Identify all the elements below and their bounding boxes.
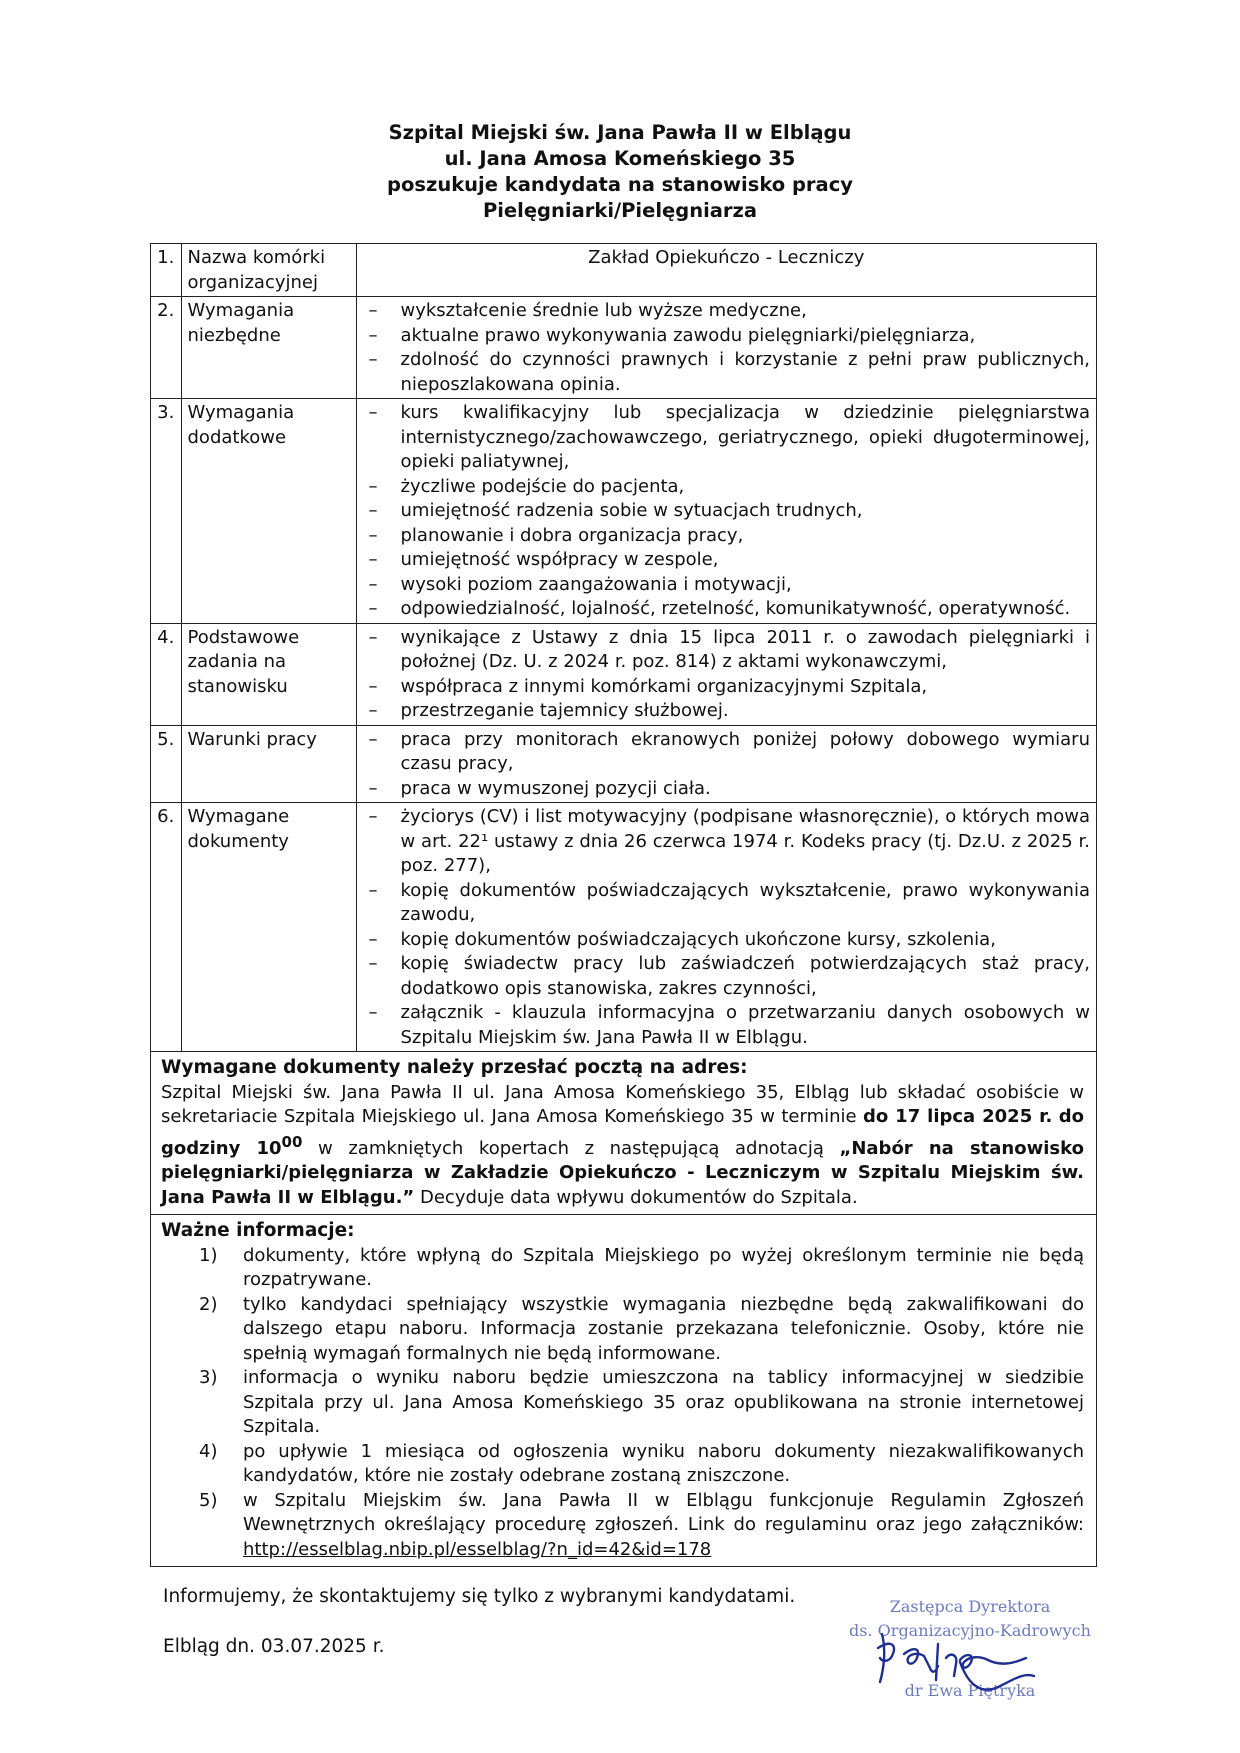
row-category: Warunki pracy bbox=[181, 725, 356, 803]
row-number: 2. bbox=[151, 297, 181, 399]
row-number: 6. bbox=[151, 803, 181, 1052]
envelope-annotation: „Nabór na stanowisko pielęgniarki/pielęgniarza w Zakładzie Opiekuńczo - Leczniczym w Szpitalu Miejskim św. Jana Pawła II w Elblągu.” bbox=[161, 1137, 1084, 1208]
list-item: – kopię świadectw pracy lub zaświadczeń potwierdzających staż pracy, dodatkowo opis stanowiska, zakres czynności, bbox=[363, 952, 1091, 1001]
list-item: – odpowiedzialność, lojalność, rzetelność, komunikatywność, operatywność. bbox=[363, 597, 1091, 622]
list-item: – współpraca z innymi komórkami organizacyjnymi Szpitala, bbox=[363, 675, 1091, 700]
signature-stamp bbox=[820, 1592, 1120, 1712]
mailing-text bbox=[161, 1081, 1084, 1211]
list-item: – wynikające z Ustawy z dnia 15 lipca 2011 r. o zawodach pielęgniarki i położnej (Dz. U. z 2024 r. poz. 814) z aktami wykonawczymi, bbox=[363, 626, 1091, 675]
mailing-text-middle: w zamkniętych kopertach z następującą adnotacją bbox=[318, 1137, 824, 1159]
row-value bbox=[356, 725, 1096, 803]
date-place: Elbląg dn. 03.07.2025 r. bbox=[163, 1636, 385, 1657]
row-category: Wymagania dodatkowe bbox=[181, 399, 356, 624]
deadline-hour-prefix: do godziny 10 bbox=[161, 1106, 1084, 1159]
list-item bbox=[161, 1293, 1084, 1367]
list-item: – umiejętność radzenia sobie w sytuacjach trudnych, bbox=[363, 499, 1091, 524]
institution-address: ul. Jana Amosa Komeńskiego 35 bbox=[444, 147, 796, 170]
stamp-line-3: dr Ewa Piętryka bbox=[904, 1681, 1036, 1700]
requirement-list bbox=[363, 728, 1091, 802]
requirements-table bbox=[151, 244, 1096, 1052]
stamp-line-2: ds. Organizacyjno-Kadrowych bbox=[849, 1621, 1091, 1640]
list-item: – praca w wymuszonej pozycji ciała. bbox=[363, 777, 1091, 802]
table-row bbox=[151, 244, 1096, 297]
list-marker: 2) bbox=[199, 1293, 218, 1315]
stamp-line-1: Zastępca Dyrektora bbox=[889, 1597, 1051, 1616]
row-value bbox=[356, 297, 1096, 399]
position-title: Pielęgniarki/Pielęgniarza bbox=[482, 199, 758, 222]
posting-intro: poszukuje kandydata na stanowisko pracy bbox=[387, 173, 853, 196]
info-list bbox=[161, 1244, 1084, 1563]
list-marker: 3) bbox=[199, 1367, 218, 1388]
row-category: Nazwa komórki organizacyjnej bbox=[181, 244, 356, 297]
mailing-text-after: Decyduje data wpływu dokumentów do Szpitala. bbox=[419, 1186, 858, 1208]
requirement-list bbox=[363, 805, 1091, 1050]
row-number: 1. bbox=[151, 244, 181, 297]
list-item bbox=[161, 1489, 1084, 1563]
row-value bbox=[356, 399, 1096, 624]
list-item bbox=[161, 1244, 1084, 1293]
info-text: informacja o wyniku naboru będzie umieszczona na tablicy informacyjnej w siedzibie Szpitala przy ul. Jana Amosa Komeńskiego 35 oraz opublikowana na stronie internetowej Szpitala. bbox=[243, 1367, 1084, 1437]
list-item: – życiorys (CV) i list motywacyjny (podpisane własnoręcznie), o których mowa w art. 22¹ ustawy z dnia 26 czerwca 1974 r. Kodeks pracy (tj. Dz.U. z 2025 r. poz. 277), bbox=[363, 805, 1091, 879]
table-row bbox=[151, 725, 1096, 803]
table-row bbox=[151, 399, 1096, 624]
list-item: – wykształcenie średnie lub wyższe medyczne, bbox=[363, 299, 1091, 324]
info-text: tylko kandydaci spełniający wszystkie wymagania niezbędne będą zakwalifikowani do dalszego etapu naboru. Informacja zostanie przekazana telefonicznie. Osoby, które nie spełnią wymagań formalnych nie będą informowane. bbox=[243, 1293, 1084, 1364]
row-value bbox=[356, 803, 1096, 1052]
requirement-list bbox=[363, 626, 1091, 724]
requirement-list bbox=[363, 299, 1091, 397]
list-item bbox=[161, 1440, 1084, 1489]
institution-name: Szpital Miejski św. Jana Pawła II w Elblągu bbox=[388, 121, 852, 144]
mailing-text-before: Szpital Miejski św. Jana Pawła II ul. Jana Amosa Komeńskiego 35, Elbląg lub składać osobiście w sekretariacie Szpitala Miejskiego ul. Jana Amosa Komeńskiego 35 w terminie bbox=[161, 1081, 1084, 1127]
info-text: po upływie 1 miesiąca od ogłoszenia wyniku naboru dokumenty niezakwalifikowanych kandydatów, które nie zostały odebrane zostaną zniszczone. bbox=[243, 1440, 1084, 1486]
list-item: – załącznik - klauzula informacyjna o przetwarzaniu danych osobowych w Szpitalu Miejskim św. Jana Pawła II w Elblągu. bbox=[363, 1001, 1091, 1050]
list-item: – zdolność do czynności prawnych i korzystanie z pełni praw publicznych, nieposzlakowana opinia. bbox=[363, 348, 1091, 397]
closing-note: Informujemy, że skontaktujemy się tylko z wybranymi kandydatami. bbox=[163, 1586, 796, 1607]
deadline-date: do 17 lipca 2025 r. bbox=[862, 1106, 1053, 1127]
mailing-title: Wymagane dokumenty należy przesłać pocztą na adres: bbox=[161, 1057, 748, 1078]
important-info bbox=[151, 1215, 1096, 1566]
info-text: dokumenty, które wpłyną do Szpitala Miejskiego po wyżej określonym terminie nie będą rozpatrywane. bbox=[243, 1244, 1084, 1290]
list-item: – kopię dokumentów poświadczających ukończone kursy, szkolenia, bbox=[363, 928, 1091, 953]
info-title: Ważne informacje: bbox=[161, 1220, 355, 1241]
row-value bbox=[356, 623, 1096, 725]
requirement-list bbox=[363, 401, 1091, 622]
posting-frame bbox=[150, 243, 1097, 1567]
list-item: – życzliwe podejście do pacjenta, bbox=[363, 475, 1091, 500]
row-number: 5. bbox=[151, 725, 181, 803]
list-item: – aktualne prawo wykonywania zawodu pielęgniarki/pielęgniarza, bbox=[363, 324, 1091, 349]
list-item: – kopię dokumentów poświadczających wykształcenie, prawo wykonywania zawodu, bbox=[363, 879, 1091, 928]
row-category: Wymagane dokumenty bbox=[181, 803, 356, 1052]
list-marker: 5) bbox=[199, 1489, 218, 1511]
table-row bbox=[151, 623, 1096, 725]
info-text: w Szpitalu Miejskim św. Jana Pawła II w Elblągu funkcjonuje Regulamin Zgłoszeń Wewnętrznych określający procedurę zgłoszeń. Link do regulaminu oraz jego załączników: bbox=[243, 1489, 1084, 1535]
list-item: – praca przy monitorach ekranowych poniżej połowy dobowego wymiaru czasu pracy, bbox=[363, 728, 1091, 777]
row-value: Zakład Opiekuńczo - Leczniczy bbox=[356, 244, 1096, 297]
list-item: – wysoki poziom zaangażowania i motywacji, bbox=[363, 573, 1091, 598]
table-row bbox=[151, 803, 1096, 1052]
list-item bbox=[161, 1366, 1084, 1440]
row-number: 4. bbox=[151, 623, 181, 725]
posting-header bbox=[0, 120, 1240, 224]
deadline-hour-minutes: 00 bbox=[281, 1132, 303, 1151]
list-item: – kurs kwalifikacyjny lub specjalizacja w dziedzinie pielęgniarstwa internistycznego/zachowawczego, geriatrycznego, opieki długoterminowej, opieki paliatywnej, bbox=[363, 401, 1091, 475]
row-category: Podstawowe zadania na stanowisku bbox=[181, 623, 356, 725]
table-row bbox=[151, 297, 1096, 399]
list-item: – umiejętność współpracy w zespole, bbox=[363, 548, 1091, 573]
list-marker: 1) bbox=[199, 1244, 218, 1266]
list-marker: 4) bbox=[199, 1440, 218, 1462]
row-number: 3. bbox=[151, 399, 181, 624]
row-category: Wymagania niezbędne bbox=[181, 297, 356, 399]
list-item: – planowanie i dobra organizacja pracy, bbox=[363, 524, 1091, 549]
regulations-link[interactable]: http://esselblag.nbip.pl/esselblag/?n_id=42&id=178 bbox=[243, 1538, 712, 1560]
mailing-instructions bbox=[151, 1052, 1096, 1215]
list-item: – przestrzeganie tajemnicy służbowej. bbox=[363, 699, 1091, 724]
